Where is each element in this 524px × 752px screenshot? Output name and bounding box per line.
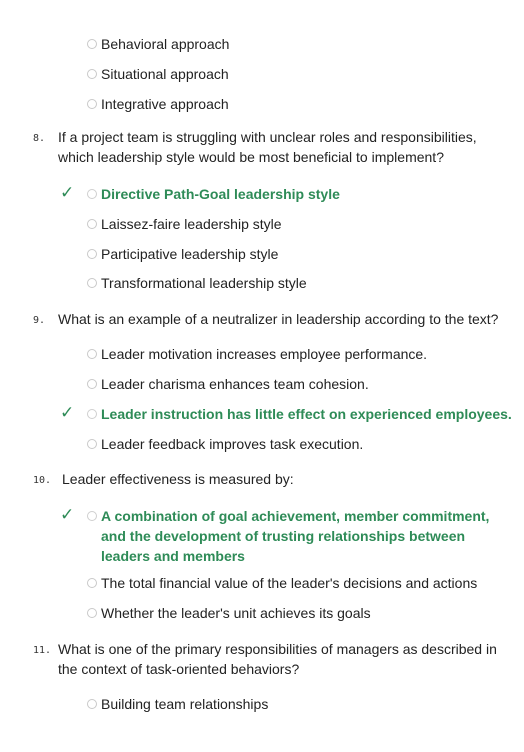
q9-option-1[interactable]: Leader motivation increases employee performance. bbox=[87, 344, 427, 364]
checkmark-icon: ✓ bbox=[60, 403, 75, 422]
radio-icon[interactable] bbox=[87, 39, 97, 49]
checkmark-icon: ✓ bbox=[60, 183, 75, 202]
q10-option-3[interactable]: Whether the leader's unit achieves its goals bbox=[87, 603, 371, 623]
q9-option-3-correct[interactable]: Leader instruction has little effect on experienced employees. bbox=[87, 404, 512, 424]
question-text-line: the context of task-oriented behaviors? bbox=[58, 661, 300, 677]
radio-icon[interactable] bbox=[87, 699, 97, 709]
radio-icon[interactable] bbox=[87, 379, 97, 389]
q8-option-3[interactable]: Participative leadership style bbox=[87, 244, 278, 264]
q8-option-4[interactable]: Transformational leadership style bbox=[87, 273, 307, 293]
q8-option-2[interactable]: Laissez-faire leadership style bbox=[87, 214, 282, 234]
q10-option-1-correct[interactable]: A combination of goal achievement, member commitment, and the development of trusting relationships between leaders and members bbox=[87, 506, 489, 566]
question-number: 8. bbox=[33, 133, 46, 144]
q8-option-1-correct[interactable]: Directive Path-Goal leadership style bbox=[87, 184, 340, 204]
q10-option-2[interactable]: The total financial value of the leader's decisions and actions bbox=[87, 573, 477, 593]
radio-icon[interactable] bbox=[87, 249, 97, 259]
question-text: Leader effectiveness is measured by: bbox=[62, 471, 294, 487]
question-number: 9. bbox=[33, 315, 46, 326]
question-text-line: If a project team is struggling with unclear roles and responsibilities, bbox=[58, 129, 477, 145]
radio-icon[interactable] bbox=[87, 189, 97, 199]
radio-icon[interactable] bbox=[87, 511, 97, 521]
question-text: What is an example of a neutralizer in leadership according to the text? bbox=[58, 311, 499, 327]
question-text-line: which leadership style would be most beneficial to implement? bbox=[58, 149, 444, 165]
question-number: 10. bbox=[33, 475, 52, 486]
checkmark-icon: ✓ bbox=[60, 505, 75, 524]
radio-icon[interactable] bbox=[87, 578, 97, 588]
q9-option-2[interactable]: Leader charisma enhances team cohesion. bbox=[87, 374, 369, 394]
radio-icon[interactable] bbox=[87, 409, 97, 419]
question-text-line: What is one of the primary responsibilities of managers as described in bbox=[58, 641, 497, 657]
radio-icon[interactable] bbox=[87, 69, 97, 79]
question-number: 11. bbox=[33, 645, 52, 656]
q7-option-1[interactable]: Behavioral approach bbox=[87, 34, 229, 54]
q7-option-2[interactable]: Situational approach bbox=[87, 64, 229, 84]
radio-icon[interactable] bbox=[87, 219, 97, 229]
radio-icon[interactable] bbox=[87, 608, 97, 618]
radio-icon[interactable] bbox=[87, 278, 97, 288]
q9-option-4[interactable]: Leader feedback improves task execution. bbox=[87, 434, 363, 454]
q11-option-1[interactable]: Building team relationships bbox=[87, 694, 268, 714]
q7-option-3[interactable]: Integrative approach bbox=[87, 94, 229, 114]
radio-icon[interactable] bbox=[87, 99, 97, 109]
radio-icon[interactable] bbox=[87, 349, 97, 359]
radio-icon[interactable] bbox=[87, 439, 97, 449]
